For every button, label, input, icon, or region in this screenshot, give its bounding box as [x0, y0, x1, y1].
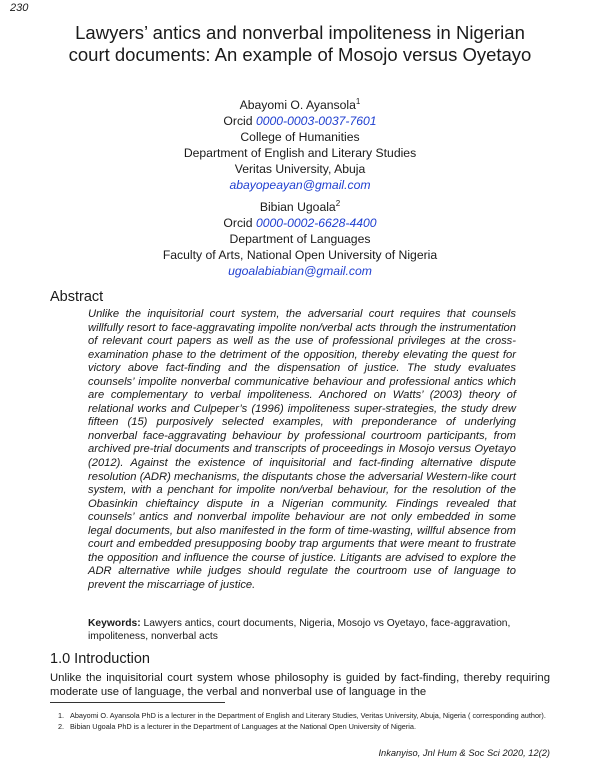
keywords-label: Keywords: [88, 618, 141, 629]
introduction-text: Unlike the inquisitorial court system whose philosophy is guided by fact-finding, thereby requiring moderate use of language, the verbal and nonverbal use of language in the [50, 672, 550, 699]
author-2-name: Bibian Ugoala [259, 200, 336, 214]
keywords-block [88, 617, 528, 643]
paper-title [30, 22, 570, 66]
author-1-affiliation-1: College of Humanities [240, 130, 360, 144]
author-1-affiliation-3: Veritas University, Abuja [234, 162, 366, 176]
title-line-2: court documents: An example of Mosojo versus Oyetayo [68, 44, 532, 65]
footnote-1-number: 1. [58, 711, 65, 720]
keywords-value: Lawyers antics, court documents, Nigeria, Mosojo vs Oyetayo, face-aggravation, impoliteness, nonverbal acts [88, 618, 511, 642]
author-1-affiliation-2: Department of English and Literary Studies [183, 146, 417, 160]
author-2-orcid-line [0, 215, 600, 231]
footnote-2-number: 2. [58, 721, 65, 731]
author-2-name-line [0, 196, 600, 215]
author-1-orcid-line [0, 113, 600, 129]
title-line-1: Lawyers’ antics and nonverbal impoliteness in Nigerian [75, 22, 525, 43]
abstract-heading: Abstract [50, 289, 104, 305]
author-1-block [0, 94, 600, 193]
footnote-2 [58, 722, 548, 733]
footnote-1 [58, 711, 548, 722]
author-2-block [0, 196, 600, 279]
footnote-2-text: Bibian Ugoala PhD is a lecturer in the Department of Languages at the National Open University of Nigeria. [70, 721, 416, 731]
author-1-name: Abayomi O. Ayansola [239, 98, 356, 112]
author-1-email-link[interactable]: abayopeayan@gmail.com [229, 178, 371, 192]
page-number: 230 [10, 2, 29, 14]
introduction-heading: 1.0 Introduction [50, 651, 150, 667]
author-1-orcid-link[interactable]: 0000-0003-0037-7601 [255, 114, 377, 128]
author-2-orcid-link[interactable]: 0000-0002-6628-4400 [255, 216, 377, 230]
footnote-divider [50, 702, 225, 703]
footnote-1-text: Abayomi O. Ayansola PhD is a lecturer in the Department of English and Literary Studies, Veritas University, Abuja, Nigeria ( corresponding author). [70, 711, 546, 720]
author-2-sup: 2 [335, 199, 341, 208]
journal-citation: Inkanyiso, Jnl Hum & Soc Sci 2020, 12(2) [378, 748, 550, 758]
author-1-sup: 1 [355, 97, 361, 106]
author-2-affiliation-2: Faculty of Arts, National Open University of Nigeria [162, 248, 438, 262]
author-2-email-link[interactable]: ugoalabiabian@gmail.com [228, 264, 372, 278]
abstract-text: Unlike the inquisitorial court system, the adversarial court requires that counsels willfully resort to face-aggravating impolite non/verbal acts through the instrumentation of relevant court papers as well as the use of professional privileges at the cross-examination phase to the detriment of the opposition, thereby elevating the quest for victory above fact-finding and the dispensation of justice. The study evaluates counsels’ impolite nonverbal communicative behaviour and professional antics which are complementary to verbal impoliteness. Anchored on Watts’ (2003) theory of relational works and Culpeper’s (1996) impoliteness super-strategies, the study drew fifteen (15) purposively selected examples, with preponderance of underlying nonverbal face-aggravating behaviour by professional courtroom participants, from archived pre-trial documents and transcripts of proceedings in Mosojo versus Oyetayo (2012). Against the existence of inquisitorial and fact-finding alternative dispute resolution (ADR) mechanisms, the disputants chose the adversarial Western-like court system, with a penchant for impolite non/verbal behaviour, for the resolution of the Obasinkin chieftaincy dispute in a Nigerian community. Findings revealed that counsels’ antics and nonverbal impolite behaviour are not only embedded in some legal documents, but also manifested in the form of time-wasting, willful absence from court and embedded presupposing booby trap arguments that were meant to frustrate the opposition and influence the course of justice. Litigants are advised to explore the ADR alternative while judges should regulate the courtroom use of language to prevent the miscarriage of justice. [88, 308, 516, 591]
author-2-orcid-label: Orcid [223, 216, 253, 230]
author-1-orcid-label: Orcid [223, 114, 253, 128]
author-2-affiliation-1: Department of Languages [229, 232, 371, 246]
author-1-name-line [0, 94, 600, 113]
footnotes [58, 711, 548, 732]
